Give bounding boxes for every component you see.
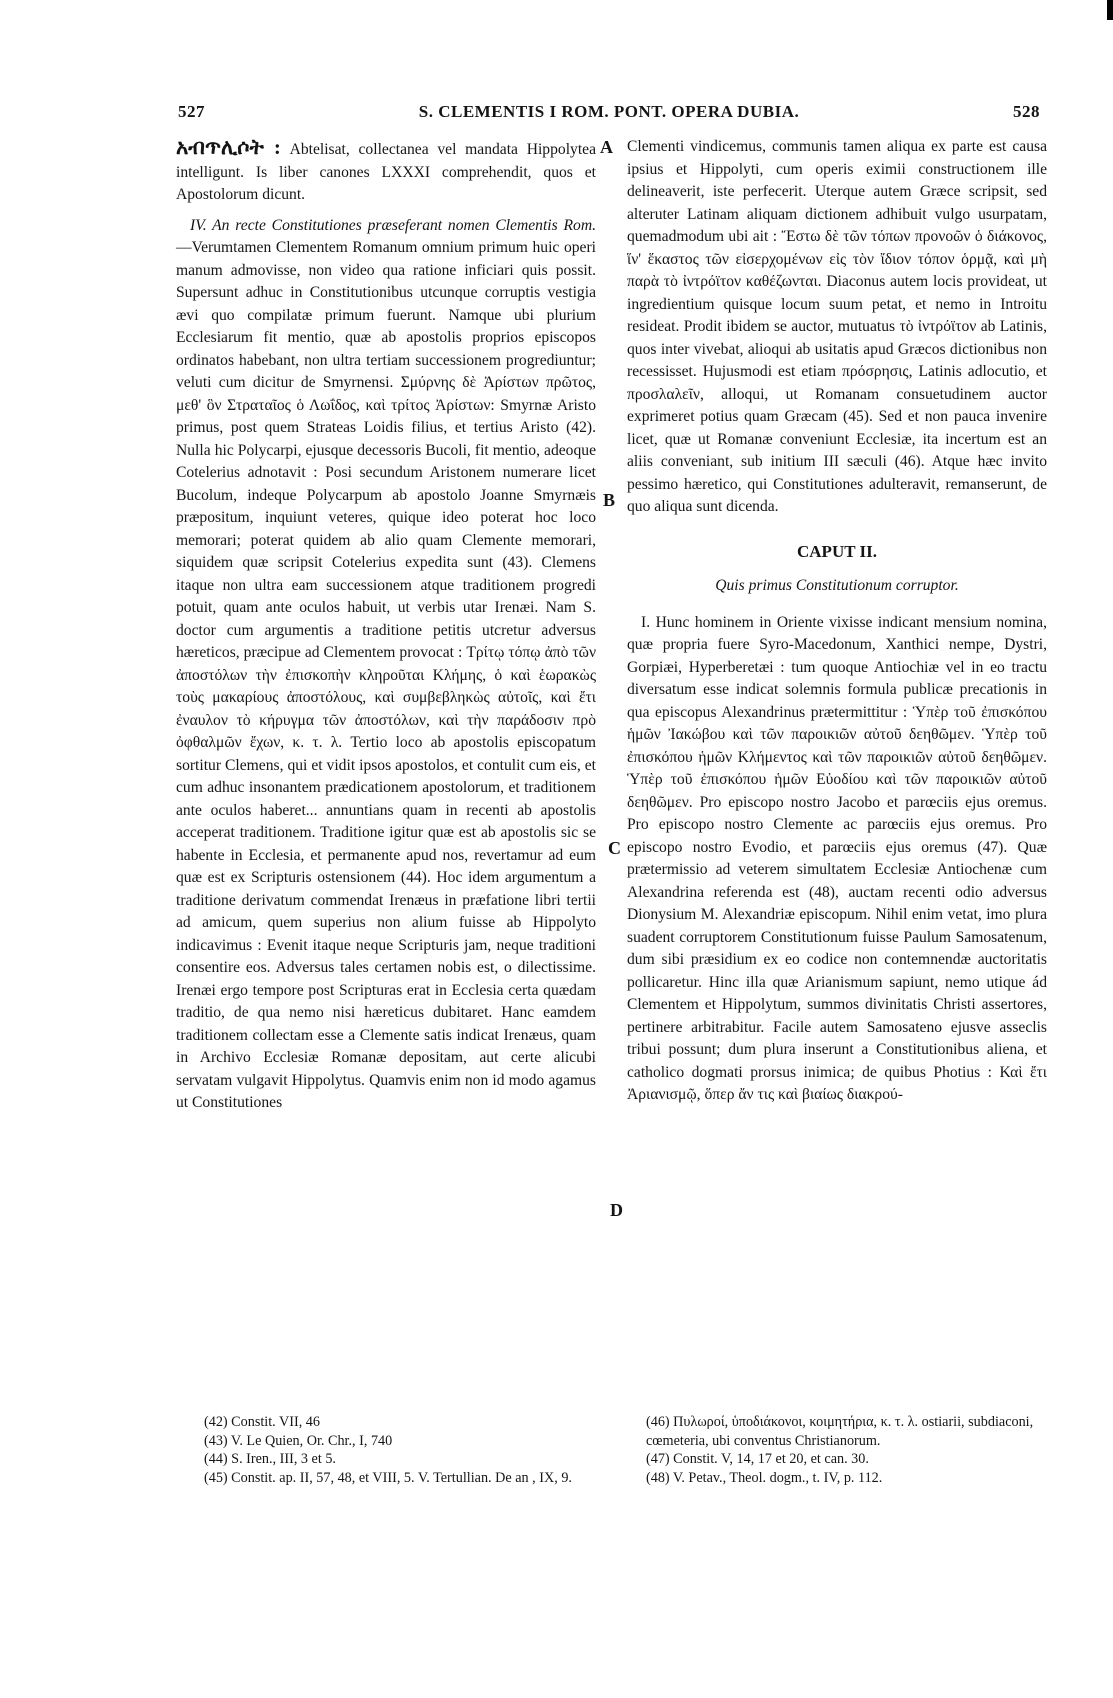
footnote: (42) Constit. VII, 46 bbox=[204, 1414, 320, 1430]
page-number-right: 528 bbox=[1013, 102, 1040, 121]
footnote: (44) S. Iren., III, 3 et 5. bbox=[204, 1451, 336, 1467]
left-column bbox=[176, 136, 596, 1115]
left-paragraph-1-text: Abtelisat, collectanea vel mandata Hippolytea intelligunt. Is liber canones LXXXI comprehendit, quos et Apostolorum dicunt. bbox=[176, 141, 597, 203]
page-number-left: 527 bbox=[178, 102, 205, 121]
right-column bbox=[627, 136, 1047, 1107]
section-heading: IV. An recte Constitutiones præseferant nomen Clementis Rom. bbox=[190, 216, 596, 234]
footnote: (47) Constit. V, 14, 17 et 20, et can. 30. bbox=[646, 1451, 869, 1467]
margin-letter-b: B bbox=[603, 490, 616, 510]
ethiopic-term: አብጥሊሶት : bbox=[176, 135, 281, 159]
scan-edge-mark bbox=[1107, 0, 1113, 20]
chapter-subtitle: Quis primus Constitutionum corruptor. bbox=[715, 577, 959, 594]
footnote: (45) Constit. ap. II, 57, 48, et VIII, 5. V. Tertullian. De an , IX, 9. bbox=[204, 1469, 572, 1486]
right-paragraph-1: Clementi vindicemus, communis tamen aliqua ex parte est causa ipsius et Hippolyti, cum operis eximii constructionem ille delineaverit, iste perfecerit. Uterque autem Græce scripsit, sed alteruter Latinam aliquam dictionem adhibuit vulgo usurpatam, quemadmodum ubi ait : Ἔστω δὲ τῶν τόπων προνοῶν ὁ διάκονος, ἵν' ἕκαστος τῶν εἰσερχομένων εἰς τὸν ἴδιον τόπον ὁρμᾷ, καὶ μὴ παρὰ τὸ ἰντρόϊτον καθέζωνται. Diaconus autem locis provideat, ut ingredientium quisque locum suum petat, et nemo in Introitu resideat. Prodit ibidem se auctor, mutuatus τὸ ἰντρόϊτον ab Latinis, quos inter vivebat, alioqui ab usitatis apud Græcos dictionibus non recessisset. Hujusmodi est etiam πρόσρησις, Latinis adlocutio, et προσλαλεῖν, alloqui, ut Romanam consuetudinem auctor exprimeret potius quam Græcam (45). Sed et non pauca invenire licet, quæ ut Romanæ conveniunt Ecclesiæ, ita incertum est an aliis conveniant, sub initium III sæculi (46). Atque hæc invito pessimo hæretico, qui Constitutiones adulteravit, remanserunt, de quo aliqua sunt dicenda. bbox=[627, 138, 1047, 515]
margin-letter-d: D bbox=[610, 1200, 623, 1220]
right-paragraph-2: I. Hunc hominem in Oriente vixisse indicant mensium nomina, quæ propria fuere Syro-Macedonum, Xanthici nempe, Dystri, Gorpiæi, Hyperberetæi : tum quoque Antiochiæ vel in eo tractu diversatum esse indicat solemnis formula publicæ precationis in qua episcopus Alexandrinus prætermittitur : Ὑπὲρ τοῦ ἐπισκόπου ἡμῶν Ἰακώβου καὶ τῶν παροικιῶν αὐτοῦ δεηθῶμεν. Ὑπὲρ τοῦ ἐπισκόπου ἡμῶν Κλήμεντος καὶ τῶν παροικιῶν αὐτοῦ δεηθῶμεν. Ὑπὲρ τοῦ ἐπισκόπου ἡμῶν Εὐοδίου καὶ τῶν παροικιῶν αὐτοῦ δεηθῶμεν. Pro episcopo nostro Jacobo et parœciis ejus oremus. Pro episcopo nostro Clemente ac parœciis ejus oremus. Pro episcopo nostro Evodio, et parœciis ejus oremus (47). Quæ prætermissio ad veterem simultatem Ecclesiæ Antiochenæ cum Alexandrina referenda est (48), auctam recenti odio adversus Dionysium M. Alexandriæ episcopum. Nihil enim vetat, imo plura suadent corruptorem Constitutionum fuisse Paulum Samosatenum, dum sibi præsidium ex eo codice non contemnendæ auctoritatis pollicaretur. Hinc illa quæ Arianismum sapiunt, nemo utique ád Clementem et Hippolytum, summos divinitatis Christi assertores, pertinere arbitrabitur. Facile autem Samosateno ejusve asseclis tribui possunt; dum plura inserunt a Constitutionibus aliena, et catholico dogmati prorsus inimica; de quibus Photius : Καὶ ἔτι Ἀριανισμῷ, ὅπερ ἄν τις καὶ βιαίως διακρού- bbox=[627, 613, 1047, 1103]
left-paragraph-2-text: —Verumtamen Clementem Romanum omnium primum huic operi manum admovisse, non video qua ratione inficiari quis possit. Supersunt adhuc in Constitutionibus utcunque corruptis vestigia ævi quo compilatæ primum fuerunt. Namque ubi plurium Ecclesiarum fit mentio, quæ ab apostolis proprios episcopos ordinatos habebant, non ultra tertiam successionem progrediuntur; veluti cum dicitur de Smyrnensi. Σμύρνης δὲ Ἀρίστων πρῶτος, μεθ' ὃν Στραταῖος ὁ Λωΐδος, καὶ τρίτος Ἀρίστων: Smyrnæ Aristo primus, post quem Strateas Loidis filius, et tertius Aristo (42). Nulla hic Polycarpi, ejusque decessoris Bucoli, fit mentio, adeoque Cotelerius adnotavit : Posi secundum Aristonem numerare licet Bucolum, indeque Polycarpum ab apostolo Joanne Smyrnæis præpositum, inquiunt veteres, quique ideo poterat hoc loco memorari; poterat quidem ab alio quam Clemente memorari, siquidem quæ scripsit Cotelerius expedita sunt (43). Clemens itaque non ultra eam successionem atque traditionem progredi potuit, quam ante oculos habuit, ut verbis utar Irenæi. Nam S. doctor cum argumentis a traditione petitis utcretur adversus hæreticos, præcipue ad Clementem provocat : Τρίτῳ τόπῳ ἀπὸ τῶν ἀποστόλων τὴν ἐπισκοπὴν κληροῦται Κλήμης, ὁ καὶ ἑωρακὼς τοὺς μακαρίους ἀποστόλους, καὶ συμβεβληκὼς αὐτοῖς, καὶ ἔτι ἐναυλον τὸ κήρυγμα τῶν ἀποστόλων, καὶ τὴν παράδοσιν πρὸ ὀφθαλμῶν ἔχων, κ. τ. λ. Tertio loco ab apostolis episcopatum sortitur Clemens, qui et vidit ipsos apostolos, et contulit cum eis, et cum adhuc insonantem prædicationem apostolorum, et traditionem ante oculos haberet... annuntians quam in recenti ab apostolis acceperat traditionem. Traditione igitur quæ est ab apostolis sic se habente in Ecclesia, et permanente apud nos, revertamur ad eum quæ est ex Scripturis ostensionem (44). Hoc idem argumentum a traditione derivatum commendat Irenæus in præfatione libri tertii ad amicum, quem superius non alium fuisse ab Hippolyto indicavimus : Evenit itaque neque Scripturis jam, neque traditioni consentire eos. Adversus tales certamen nobis est, o dilectissime. Irenæi ergo tempore post Scripturas erat in Ecclesia certa quædam traditio, de qua nemo nisi hæreticus dubitaret. Hanc eamdem traditionem collectam esse a Clemente satis indicat Irenæus, quam in Archivo Ecclesiæ Romanæ depositam, aut certe alicubi servatam vulgavit Hippolytus. Quamvis enim non id modo agamus ut Constitutiones bbox=[176, 239, 596, 1111]
margin-letter-c: C bbox=[608, 838, 621, 858]
footnotes-left bbox=[204, 1413, 604, 1487]
footnotes-right bbox=[646, 1413, 1046, 1487]
footnote: (48) V. Petav., Theol. dogm., t. IV, p. 112. bbox=[646, 1469, 883, 1486]
footnote: (46) Πυλωροί, ὑποδιάκονοι, κοιμητήρια, κ. τ. λ. ostiarii, subdiaconi, cœmeteria, ubi conventus Christianorum. bbox=[646, 1414, 1034, 1449]
running-header bbox=[178, 102, 1040, 126]
left-paragraph-1 bbox=[176, 136, 596, 207]
chapter-heading: CAPUT II. bbox=[797, 541, 877, 561]
left-paragraph-2 bbox=[176, 215, 596, 1115]
margin-letter-a: A bbox=[600, 137, 613, 157]
running-title: S. CLEMENTIS I ROM. PONT. OPERA DUBIA. bbox=[418, 102, 800, 121]
footnote: (43) V. Le Quien, Or. Chr., I, 740 bbox=[204, 1432, 393, 1449]
